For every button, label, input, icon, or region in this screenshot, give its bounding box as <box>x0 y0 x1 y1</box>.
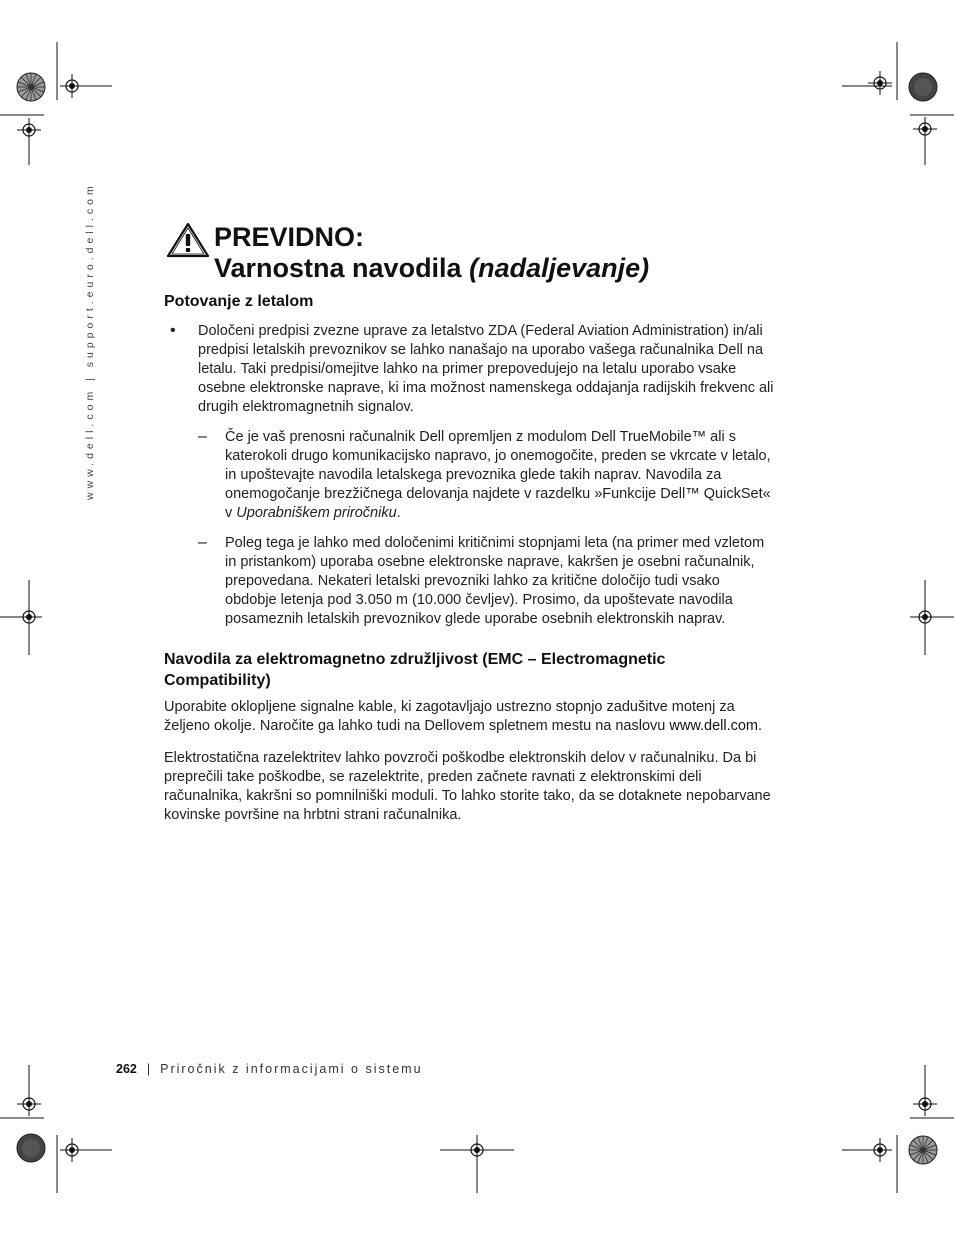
emc-paragraph-1 <box>164 698 774 736</box>
dash1-end: . <box>396 505 401 521</box>
title-main: Varnostna navodila <box>214 253 462 283</box>
dash-text-1 <box>225 428 774 523</box>
side-url: www.dell.com | support.euro.dell.com <box>84 182 96 500</box>
warning-title <box>166 222 649 284</box>
page-footer <box>116 1062 423 1076</box>
warning-triangle-icon <box>166 222 210 258</box>
top-left-marks <box>0 42 112 165</box>
page-number: 262 <box>116 1062 137 1076</box>
dash-text-2: Poleg tega je lahko med določenimi kritičnimi stopnjami leta (na primer med vzletom in pristankom) uporaba osebne elektronske naprave, kakršen je osebni računalnik, prepovedana. Nekateri letalski prevozniki lahko za kritične določijo tudi vsako obdobje letenja pod 3.050 m (10.000 čevljev). Prosimo, da upoštevate navodila posameznih letalskih prevoznikov glede uporabe osebnih elektronskih naprav. <box>225 535 765 627</box>
title-emphasis: (nadaljevanje) <box>469 253 650 283</box>
bullet-text: Določeni predpisi zvezne uprave za letalstvo ZDA (Federal Aviation Administration) in/ali predpisi letalskih prevoznikov se lahko nanašajo na uporabo vašega računalnika Dell na letalu. Taki predpisi/omejitve lahko na primer prepovedujejo na letalu uporabo vsake osebne elektronske naprave, ki ima možnost namenskega oddajanja radijskih frekvenc ali drugih elektromagnetnih signalov. <box>198 323 774 415</box>
dash-item-2 <box>164 534 774 629</box>
emc-para1-text: Uporabite oklopljene signalne kable, ki zagotavljajo ustrezno stopnjo zadušitve motenj za željeno okolje. Naročite ga lahko tudi na Dellovem spletnem mestu na naslovu <box>164 699 735 734</box>
mid-right-mark <box>910 580 954 655</box>
dash1-italic: Uporabniškem priročniku <box>236 505 397 521</box>
bottom-center-mark <box>440 1135 514 1193</box>
mid-left-mark <box>0 580 42 655</box>
bullet-item <box>164 322 774 417</box>
emc-paragraph-2: Elektrostatična razelektritev lahko povzroči poškodbe elektronskih delov v računalniku. Da bi preprečili take poškodbe, se razelektrite, preden začnete ravnati z elektronskimi deli računalnika, kakršni so pomnilniški moduli. To lahko storite tako, da se dotaknete nepobarvane kovinske površine na hrbtni strani računalnika. <box>164 750 771 823</box>
warning-label: PREVIDNO: <box>214 222 365 252</box>
main-content <box>164 292 774 825</box>
bottom-right-marks <box>842 1065 954 1193</box>
emc-para1-end: . <box>758 718 763 734</box>
section-emc <box>164 649 774 825</box>
footer-title: Priročnik z informacijami o sistemu <box>160 1062 423 1076</box>
title-line <box>214 253 649 284</box>
bottom-left-marks <box>0 1065 112 1193</box>
dash-item-1 <box>164 428 774 523</box>
dash-mark: – <box>198 534 207 551</box>
section-heading-emc: Navodila za elektromagnetno združljivost (EMC – Electromagnetic Compatibility) <box>164 651 666 689</box>
page-title <box>214 222 649 284</box>
dash1-text: Če je vaš prenosni računalnik Dell opremljen z modulom Dell TrueMobile™ ali s katerokoli drugo komunikacijsko napravo, jo onemogočite, preden se vkrcate v letalo, in upoštevajte navodila letalskega prevoznika glede takih naprav. Navodila za onemogočanje brezžičnega delovanja najdete v razdelku »Funkcije Dell™ QuickSet« v <box>225 429 771 521</box>
footer-separator: | <box>146 1062 151 1076</box>
dell-website-link[interactable]: www.dell.com <box>669 718 759 734</box>
section-heading-air-travel: Potovanje z letalom <box>164 293 314 310</box>
dash-mark: – <box>198 428 207 445</box>
bullet-mark: • <box>170 322 176 339</box>
top-right-marks <box>842 42 954 165</box>
